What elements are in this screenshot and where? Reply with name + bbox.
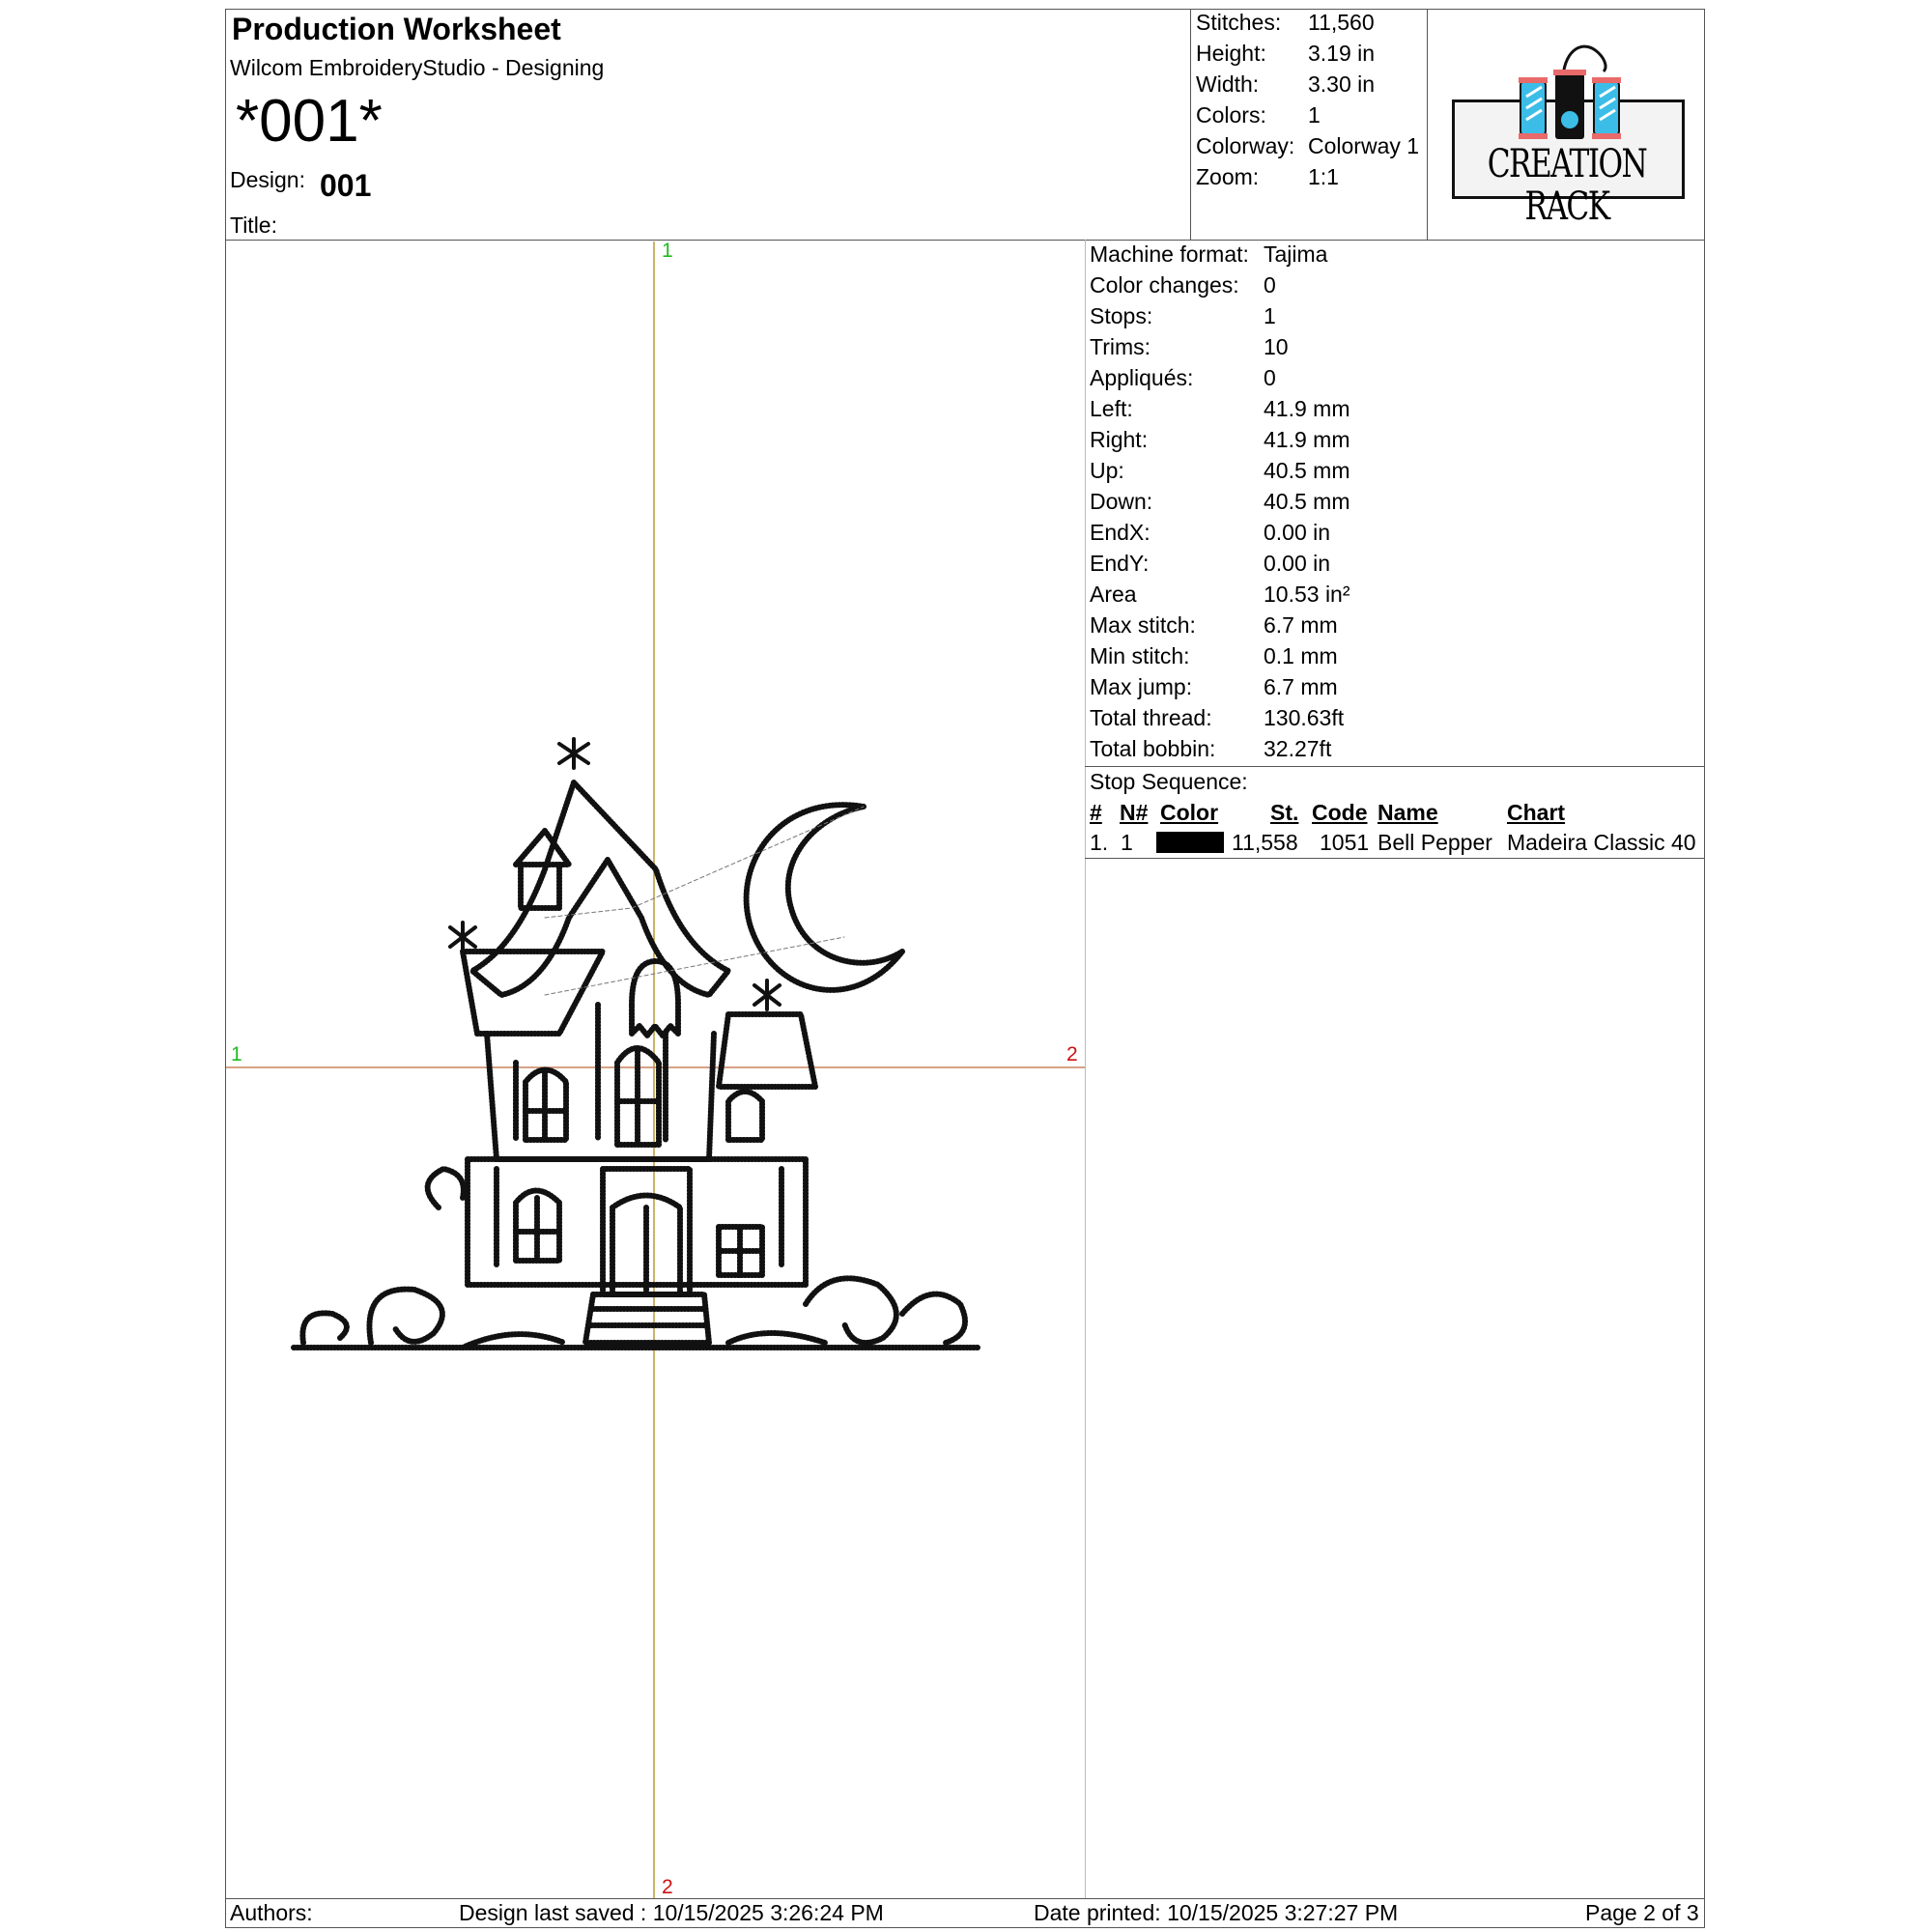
logo-text: CREATION RACK [1487,142,1647,229]
detail-value: 0 [1264,365,1276,390]
detail-value: 0.00 in [1264,551,1331,576]
detail-row [1090,458,1698,489]
thread-spools-logo-icon [1507,39,1633,140]
panel-divider [1085,240,1086,1899]
right-marker: 2 [1066,1043,1078,1065]
design-value: 001 [320,168,372,203]
detail-label: EndY: [1090,551,1150,576]
detail-value: 1 [1264,303,1276,328]
detail-label: Total thread: [1090,705,1212,730]
detail-label: Max jump: [1090,674,1193,699]
summary-label: Colorway: [1196,133,1295,158]
left-marker: 1 [231,1043,242,1065]
summary-row [1196,102,1437,133]
col-num: # [1090,800,1102,825]
summary-value: 11,560 [1308,10,1375,35]
detail-value: 41.9 mm [1264,396,1350,421]
detail-label: Area [1090,582,1137,607]
detail-value: 6.7 mm [1264,612,1338,638]
detail-value: 40.5 mm [1264,489,1350,514]
detail-row [1090,520,1698,551]
detail-row [1090,674,1698,705]
summary-value: 1 [1308,102,1321,128]
detail-row [1090,736,1698,767]
detail-label: Appliqués: [1090,365,1194,390]
detail-value: Tajima [1264,242,1328,267]
footer-page: Page 2 of 3 [1585,1900,1699,1925]
detail-label: Right: [1090,427,1149,452]
summary-row [1196,41,1437,71]
detail-row [1090,365,1698,396]
detail-label: Color changes: [1090,272,1239,298]
detail-row [1090,705,1698,736]
detail-value: 0.00 in [1264,520,1331,545]
title-label: Title: [230,213,277,238]
summary-row [1196,10,1437,41]
col-st: St. [1270,800,1299,825]
detail-label: Left: [1090,396,1133,421]
detail-value: 130.63ft [1264,705,1345,730]
design-canvas [226,242,1085,1898]
detail-value: 0 [1264,272,1276,298]
detail-row [1090,551,1698,582]
top-marker: 1 [662,240,673,262]
detail-value: 0.1 mm [1264,643,1338,668]
detail-value: 40.5 mm [1264,458,1350,483]
col-chart: Chart [1507,800,1566,825]
design-preview-area [226,242,1085,1898]
color-swatch [1156,832,1224,853]
detail-row [1090,643,1698,674]
stop-sequence-title: Stop Sequence: [1090,769,1248,794]
col-code: Code [1312,800,1368,825]
haunted-house-embroidery-icon [294,739,980,1348]
detail-row [1090,334,1698,365]
summary-value: Colorway 1 [1308,133,1420,158]
summary-label: Stitches: [1196,10,1282,35]
summary-label: Width: [1196,71,1260,97]
detail-value: 10 [1264,334,1289,359]
detail-row [1090,427,1698,458]
col-name: Name [1378,800,1438,825]
footer-authors: Authors: [230,1900,313,1925]
detail-value: 6.7 mm [1264,674,1338,699]
detail-row [1090,242,1698,272]
row-code: 1051 [1320,830,1370,855]
row-st: 11,558 [1232,830,1298,855]
software-name: Wilcom EmbroideryStudio - Designing [230,55,605,80]
col-n: N# [1120,800,1149,825]
detail-label: EndX: [1090,520,1151,545]
stop-sequence-divider [1085,858,1705,859]
summary-label: Height: [1196,41,1266,66]
row-chart: Madeira Classic 40 [1507,830,1696,855]
detail-label: Stops: [1090,303,1153,328]
summary-row [1196,71,1437,102]
detail-row [1090,582,1698,612]
detail-row [1090,303,1698,334]
page-title: Production Worksheet [232,12,561,46]
detail-row [1090,489,1698,520]
bottom-marker: 2 [662,1876,673,1898]
detail-label: Min stitch: [1090,643,1190,668]
design-label: Design: [230,167,305,192]
summary-row [1196,164,1437,195]
summary-label: Colors: [1196,102,1266,128]
detail-label: Total bobbin: [1090,736,1216,761]
header-divider [225,240,1705,241]
footer-saved: Design last saved : 10/15/2025 3:26:24 PM [459,1900,884,1925]
detail-label: Down: [1090,489,1153,514]
row-name: Bell Pepper [1378,830,1492,855]
footer-divider [225,1898,1705,1899]
detail-row [1090,272,1698,303]
detail-value: 32.27ft [1264,736,1332,761]
summary-left-divider [1190,9,1191,241]
summary-value: 3.30 in [1308,71,1376,97]
summary-value: 1:1 [1308,164,1339,189]
summary-row [1196,133,1437,164]
row-num: 1. [1090,830,1109,855]
summary-value: 3.19 in [1308,41,1376,66]
design-code: *001* [236,88,383,155]
detail-label: Machine format: [1090,242,1249,267]
detail-label: Max stitch: [1090,612,1196,638]
detail-value: 10.53 in² [1264,582,1350,607]
summary-label: Zoom: [1196,164,1260,189]
detail-label: Up: [1090,458,1124,483]
detail-value: 41.9 mm [1264,427,1350,452]
detail-row [1090,396,1698,427]
footer-printed: Date printed: 10/15/2025 3:27:27 PM [1034,1900,1399,1925]
row-n: 1 [1121,830,1133,855]
col-color: Color [1160,800,1219,825]
detail-label: Trims: [1090,334,1151,359]
detail-row [1090,612,1698,643]
